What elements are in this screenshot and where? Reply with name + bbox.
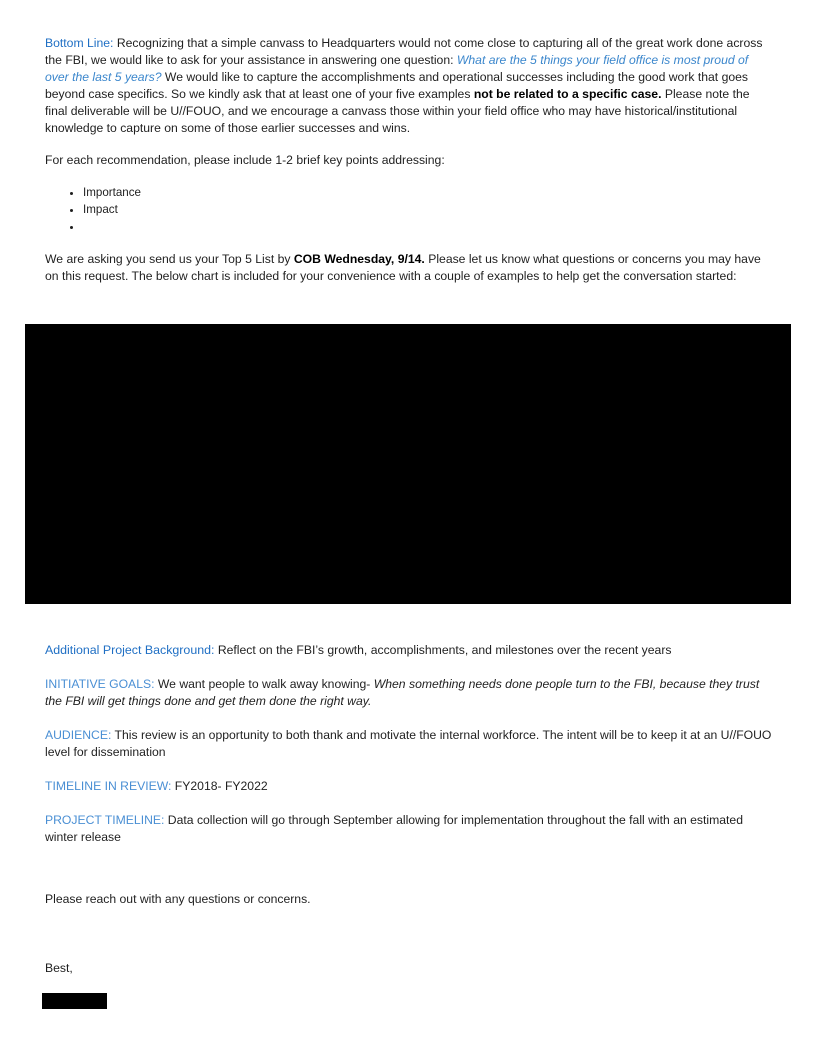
goals-italic: When something needs done people turn to the FBI, because they trust the FBI will get things done and get them done the right way. [45, 677, 760, 708]
bottom-line-paragraph [45, 35, 775, 137]
request-text-1: We are asking you send us your Top 5 List by [45, 252, 294, 266]
project-timeline-text: Data collection will go through September allowing for implementation throughout the fall with an estimated winter release [45, 813, 743, 844]
key-points-list [45, 184, 775, 235]
list-item: • Impact [83, 201, 775, 218]
goals-text: We want people to walk away knowing- [154, 677, 374, 691]
signoff: Best, [45, 961, 73, 975]
project-timeline-label: PROJECT TIMELINE: [45, 813, 165, 827]
timeline-review-label: TIMELINE IN REVIEW: [45, 779, 172, 793]
key-points-intro: For each recommendation, please include 1-2 brief key points addressing: [45, 153, 445, 167]
bottom-line-label: Bottom Line: [45, 36, 114, 50]
audience-text: This review is an opportunity to both thank and motivate the internal workforce. The intent will be to keep it at an U//FOUO level for dissemination [45, 728, 772, 759]
goals-label: INITIATIVE GOALS: [45, 677, 155, 691]
emphasis-text: not be related to a specific case. [473, 87, 662, 101]
project-details [45, 642, 775, 863]
project-timeline-paragraph [45, 812, 775, 846]
bottom-line-text-1: Recognizing that a simple canvass to Headquarters would not come close to capturing all of the great work done across the FBI, we would like to ask for your assistance in answering one question: [45, 36, 763, 67]
request-paragraph [45, 251, 775, 285]
timeline-review-text: FY2018- FY2022 [171, 779, 268, 793]
list-item: • Importance [83, 184, 775, 201]
goals-paragraph [45, 676, 775, 710]
redacted-signature [42, 993, 107, 1009]
email-body [45, 35, 775, 300]
redacted-chart [25, 324, 791, 604]
bottom-line-text-3: Please note the final deliverable will be U//FOUO, and we encourage a canvass those within your field office who may have historical/institutional knowledge to capture on some of those earlier successes and wins. [45, 87, 750, 135]
audience-paragraph [45, 727, 775, 761]
audience-label: AUDIENCE: [45, 728, 112, 742]
closing-line: Please reach out with any questions or concerns. [45, 892, 311, 906]
background-label: Additional Project Background: [45, 643, 215, 657]
background-paragraph [45, 642, 775, 659]
bottom-line-text-2: We would like to capture the accomplishments and operational successes including the good work that goes beyond case specifics. So we kindly ask that at least one of your five examples [45, 70, 748, 101]
timeline-review-paragraph [45, 778, 775, 795]
background-text: Reflect on the FBI’s growth, accomplishments, and milestones over the recent years [214, 643, 672, 657]
request-text-2: Please let us know what questions or concerns you may have on this request. The below chart is included for your convenience with a couple of examples to help get the conversation started: [45, 252, 761, 283]
key-question: What are the 5 things your field office is most proud of over the last 5 years? [45, 53, 749, 84]
deadline: COB Wednesday, 9/14. [293, 252, 425, 266]
list-item [83, 218, 775, 235]
